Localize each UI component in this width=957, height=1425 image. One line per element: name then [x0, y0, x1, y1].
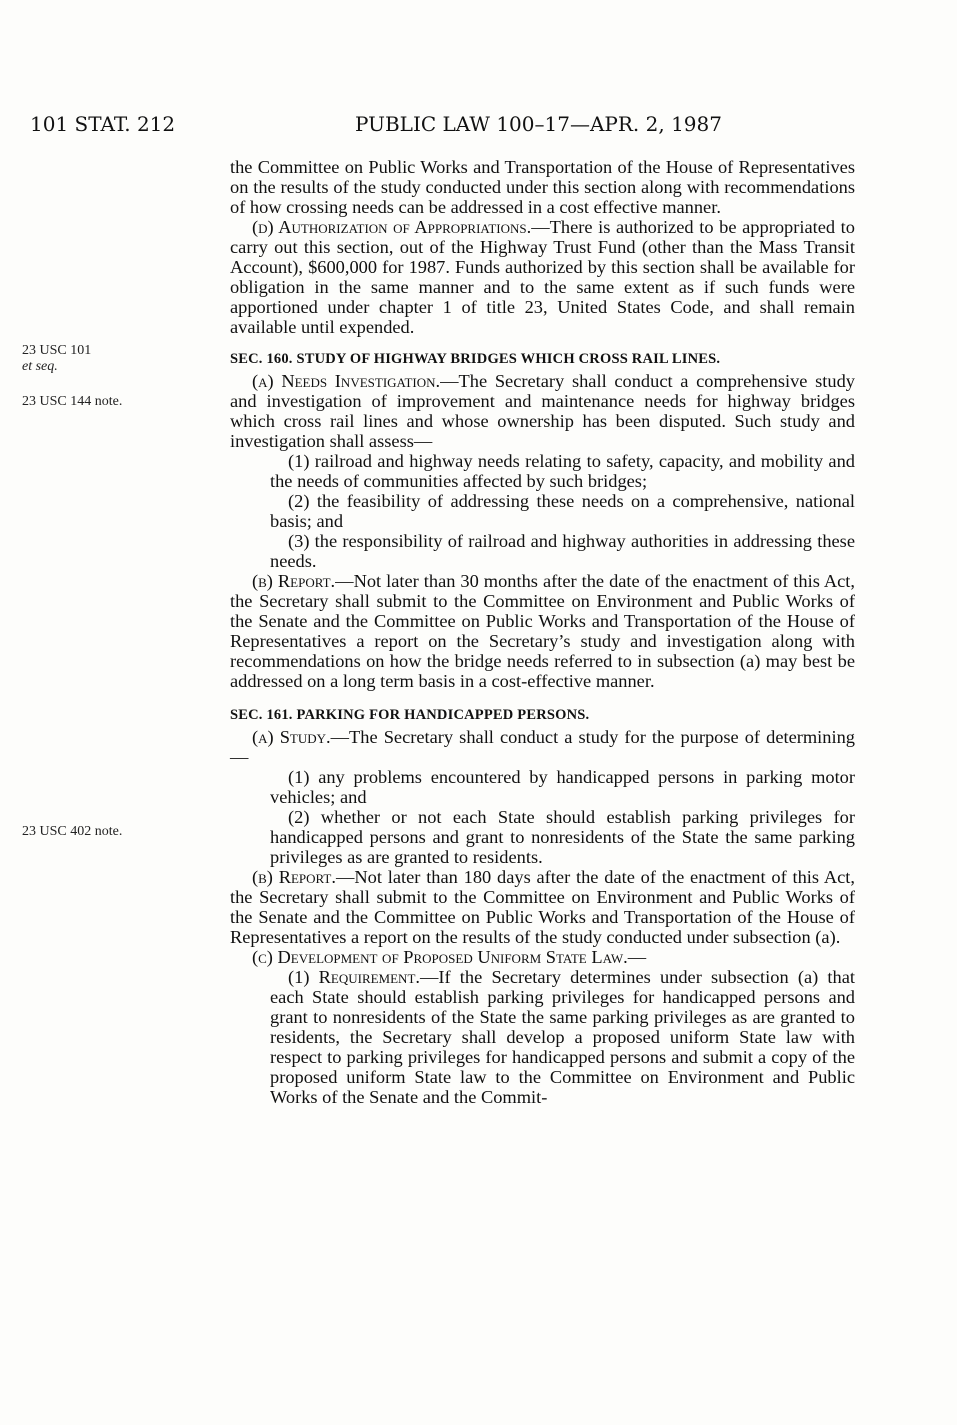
- subsection-label: (b) Report.: [252, 571, 336, 591]
- page-reference: 101 STAT. 212: [30, 112, 176, 136]
- subsection-label: (c) Development of Proposed Uniform State Law.: [252, 947, 628, 967]
- subsection-text: —If the Secretary determines under subsection (a) that each State should establish parking privileges for handicapped persons and grant to nonresidents of the State the same parking privileges as are granted to residents, the Secretary shall develop a proposed uniform State law with respect to parking privileges for handicapped persons and submit a copy of the proposed uniform State law to the Committee on Environment and Public Works of the Senate and the Commit-: [270, 967, 855, 1107]
- sec161-item-1: (1) any problems encountered by handicapped persons in parking motor vehicles; and: [270, 767, 855, 807]
- sec161-subsection-a: [230, 727, 855, 767]
- subsection-text: —The Secretary shall conduct a study for the purpose of determining—: [230, 727, 855, 767]
- sec160-item-3: (3) the responsibility of railroad and highway authorities in addressing these needs.: [270, 531, 855, 571]
- sec160-subsection-b: [230, 571, 855, 691]
- sec160-item-2: (2) the feasibility of addressing these needs on a comprehensive, national basis; and: [270, 491, 855, 531]
- law-title: PUBLIC LAW 100–17—APR. 2, 1987: [355, 112, 722, 136]
- sec161-subsection-c: [230, 947, 855, 967]
- subsection-label: (a) Needs Investigation.: [252, 371, 441, 391]
- document-body: [230, 157, 855, 1107]
- sec161-subsection-b: [230, 867, 855, 947]
- subsection-text: —The Secretary shall conduct a comprehensive study and investigation of improvement and maintenance needs for highway bridges which cross rail lines and whose ownership has been disputed. Such study and investigation shall assess—: [230, 371, 856, 451]
- margin-note-23usc101: [22, 343, 91, 375]
- margin-note-etseq: et seq.: [22, 359, 58, 374]
- margin-note-23usc402: 23 USC 402 note.: [22, 824, 123, 839]
- subsection-label: (d) Authorization of Appropriations.: [252, 217, 532, 237]
- sec161-item-2: (2) whether or not each State should establish parking privileges for handicapped persons and grant to nonresidents of the State the same parking privileges as are granted to residents.: [270, 807, 855, 867]
- sec159-continuation: the Committee on Public Works and Transportation of the House of Representatives on the results of the study conducted under this section along with recommendations of how crossing needs can be addressed in a cost effective manner.: [230, 157, 855, 217]
- subsection-text: —Not later than 180 days after the date of the enactment of this Act, the Secretary shall submit to the Committee on Environment and Public Works of the Senate and the Committee on Public Works and Transportation of the House of Representatives a report on the results of the study conducted under subsection (a).: [230, 867, 855, 947]
- sec159-subsection-d: [230, 217, 855, 337]
- subsection-label: (b) Report.: [252, 867, 336, 887]
- subsection-text: —There is authorized to be appropriated to carry out this section, out of the Highway Trust Fund (other than the Mass Transit Account), $600,000 for 1987. Funds authorized by this section shall be available for obligation in the same manner and to the same extent as if such funds were apportioned under chapter 1 of title 23, United States Code, and shall remain available until expended.: [230, 217, 855, 337]
- subsection-text: —Not later than 30 months after the date of the enactment of this Act, the Secretary shall submit to the Committee on Environment and Public Works of the Senate and the Committee on Public Works and Transportation of the House of Representatives a report on the Secretary’s study and investigation along with recommendations on how the bridge needs referred to in subsection (a) may best be addressed on a long term basis in a cost-effective manner.: [230, 571, 855, 691]
- sec160-subsection-a: [230, 371, 855, 451]
- subsection-label: (a) Study.: [252, 727, 331, 747]
- sec160-heading: SEC. 160. STUDY OF HIGHWAY BRIDGES WHICH CROSS RAIL LINES.: [230, 351, 721, 367]
- subsection-text: —: [627, 947, 647, 967]
- margin-note-text: 23 USC 101: [22, 343, 92, 358]
- sec160-item-1: (1) railroad and highway needs relating to safety, capacity, and mobility and the needs of communities affected by such bridges;: [270, 451, 855, 491]
- page-header: [30, 112, 930, 142]
- sec161-subsection-c1: [230, 967, 855, 1107]
- subsection-label: (1) Requirement.: [288, 967, 420, 987]
- sec161-heading: SEC. 161. PARKING FOR HANDICAPPED PERSONS.: [230, 707, 590, 723]
- margin-note-23usc144: 23 USC 144 note.: [22, 394, 123, 409]
